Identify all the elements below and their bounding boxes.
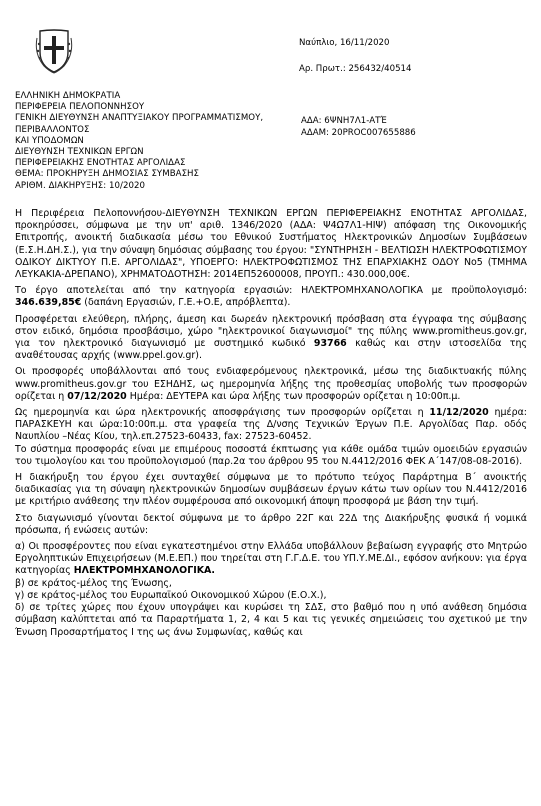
paragraph-submission [15,366,527,403]
header-line: ΓΕΝΙΚΗ ΔΙΕΥΘΥΝΣΗ ΑΝΑΠΤΥΞΙΑΚΟΥ ΠΡΟΓΡΑΜΜΑΤΙΣΜΟΥ, [15,113,264,124]
header-line: ΕΛΛΗΝΙΚΗ ΔΗΜΟΚΡΑΤΙΑ [15,91,121,101]
eligibility-item-b: β) σε κράτος-μέλος της Ένωσης, [15,577,172,589]
text-span: (δαπάνη Εργασιών, Γ.Ε.+Ο.Ε, απρόβλεπτα). [81,297,291,309]
header-line: ΚΑΙ ΥΠΟΔΟΜΩΝ [15,135,84,146]
header-line: ΠΕΡΙΦΕΡΕΙΑ ΠΕΛΟΠΟΝΝΗΣΟΥ [15,102,145,113]
text-span: ημέρα: ΠΑΡΑΣΚΕΥΗ και ώρα:10:00π.μ. στα γραφεία της Δ/νσης Τεχνικών Έργων Π.Ε. Αργολίδας Παρ. οδός Ναυπλίου –Νέας Κίου, τηλ.επ.27523-60433, fax: 27523-60452. [15,407,527,443]
deadline-date: 07/12/2020 [67,390,127,402]
text-span: καθώς και στην ιστοσελίδα της αναθέτουσας αρχής (www.ppel.gov.gr). [15,338,527,362]
text-span: Ημέρα: ΔΕΥΤΕΡΑ και ώρα λήξης των προσφορών ορίζεται η 10:00π.μ. [126,390,461,402]
paragraph-intro: Η Περιφέρεια Πελοποννήσου-ΔΙΕΥΘΥΝΣΗ ΤΕΧΝΙΚΩΝ ΕΡΓΩΝ ΠΕΡΙΦΕΡΕΙΑΚΗΣ ΕΝΟΤΗΤΑΣ ΑΡΓΟΛΙΔΑΣ, προκηρύσσει, σύμφωνα με την υπ' αριθ. 1346/2020 (ΑΔΑ: Ψ4Ω7Λ1-ΗΙΨ) απόφαση της Οικονομικής Επιτροπής, ανοικτή διαδικασία μέσω του Εθνικού Συστήματος Ηλεκτρονικών Δημοσίων Συμβάσεων (Ε.Σ.Η.ΔΗ.Σ.), για την σύναψη δημόσιας σύμβασης του έργου: "ΣΥΝΤΗΡΗΣΗ - ΒΕΛΤΙΩΣΗ ΗΛΕΚΤΡΟΦΩΤΙΣΜΟΥ ΟΔΙΚΟΥ ΔΙΚΤΥΟΥ Π.Ε. ΑΡΓΟΛΙΔΑΣ", ΥΠΟΕΡΓΟ: ΗΛΕΚΤΡΟΦΩΤΙΣΜΟΣ ΤΗΣ ΕΠΑΡΧΙΑΚΗΣ ΟΔΟΥ Νο5 (ΤΜΗΜΑ ΛΕΥΚΑΚΙΑ-ΔΡΕΠΑΝΟ), ΧΡΗΜΑΤΟΔΟΤΗΣΗ: 2014ΕΠ52600008, ΠΡΟΥΠ.: 430.000,00€. [15,208,527,281]
header-line: ΠΕΡΙΒΑΛΛΟΝΤΟΣ [15,124,90,135]
eligibility-item-a [15,541,527,578]
paragraph-template: Η διακήρυξη του έργου έχει συνταχθεί σύμφωνα με το πρότυπο τεύχος Παράρτημα Β΄ ανοικτής διαδικασίας για τη σύναψη ηλεκτρονικών δημοσίων συμβάσεων έργων κάτω των ορίων του Ν.4412/2016 με κριτήριο ανάθεσης την πλέον συμφέρουσα από οικονομική άποψη προσφορά με βάση την τιμή. [15,472,527,508]
ada-code: ΑΔΑ: 6ΨΝΗ7Λ1-ΑΤΈ [301,116,387,126]
adam-code: ΑΔΑΜ: 20PROC007655886 [301,128,416,138]
document-body [15,208,527,639]
text-span: Οι προσφορές υποβάλλονται από τους ενδιαφερόμενους ηλεκτρονικά, μέσω της διαδικτυακής πύλης www.promitheus.gov.gr του ΕΣΗΔΗΣ, ως ημερομηνία λήξης της προθεσμίας υποβολής των προσφορών ορίζεται η [15,366,527,402]
text-span: α) Οι προσφέροντες που είναι εγκατεστημένοι στην Ελλάδα υποβάλλουν βεβαίωση εγγραφής στο Μητρώο Εργοληπτικών Επιχειρήσεων (Μ.Ε.ΕΠ.) που τηρείται στη Γ.Γ.Δ.Ε. του ΥΠ.Υ.ΜΕ.ΔΙ., εφόσον ανήκουν: για έργα κατηγορίας [15,541,527,577]
text-span: Το έργο αποτελείται από την κατηγορία εργασιών: ΗΛΕΚΤΡΟΜΗΧΑΝΟΛΟΓΙΚΑ με προϋπολογισμό: [15,285,527,297]
system-code: 93766 [313,338,347,350]
paragraph-access [15,314,527,363]
protocol-number: Αρ. Πρωτ.: 256432/40514 [299,64,412,74]
paragraph-offer-system: Το σύστημα προσφοράς είναι με επιμέρους ποσοστά έκπτωσης για κάθε ομάδα τιμών ομοειδών εργασιών του τιμολογίου και του προϋπολογισμού (παρ.2α του άρθρου 95 του Ν.4412/2016 ΦΕΚ Α΄147/08-08-2016). [15,443,527,467]
paragraph-opening [15,407,527,444]
declaration-number: ΑΡΙΘΜ. ΔΙΑΚΗΡΥΞΗΣ: 10/2020 [15,180,146,191]
document-date: Ναύπλιο, 16/11/2020 [299,38,390,48]
header-line: ΔΙΕΥΘΥΝΣΗ ΤΕΧΝΙΚΩΝ ΕΡΓΩΝ [15,147,144,158]
paragraph-category [15,285,527,309]
category-name: ΗΛΕΚΤΡΟΜΗΧΑΝΟΛΟΓΙΚΑ. [73,565,215,577]
sender-header [15,91,315,192]
opening-date: 11/12/2020 [429,407,489,419]
budget-amount: 346.639,85€ [15,297,82,309]
eligibility-item-c: γ) σε κράτος-μέλος του Ευρωπαϊκού Οικονομικού Χώρου (Ε.Ο.Χ.), [15,589,327,601]
header-line: ΠΕΡΙΦΕΡΕΙΑΚΗΣ ΕΝΟΤΗΤΑΣ ΑΡΓΟΛΙΔΑΣ [15,158,186,169]
text-span: Προσφέρεται ελεύθερη, πλήρης, άμεση και δωρεάν ηλεκτρονική πρόσβαση στα έγγραφα της σύμβασης στον ειδικό, δημόσια προσβάσιμο, χώρο "ηλεκτρονικοί διαγωνισμοί" της πύλης www.promitheus.gov.gr, για τον ηλεκτρονικό διαγωνισμό με συστημικό κωδικό [15,313,527,350]
text-span: Ως ημερομηνία και ώρα ηλεκτρονικής αποσφράγισης των προσφορών ορίζεται η [15,407,430,419]
greek-emblem-icon [34,28,74,74]
subject-line: ΘΕΜΑ: ΠΡΟΚΗΡΥΞΗ ΔΗΜΟΣΙΑΣ ΣΥΜΒΑΣΗΣ [15,169,200,180]
paragraph-eligibility: Στο διαγωνισμό γίνονται δεκτοί σύμφωνα με το άρθρο 22Γ και 22Δ της Διακήρυξης φυσικά ή νομικά πρόσωπα, ή ενώσεις αυτών: [15,512,527,536]
eligibility-item-d: δ) σε τρίτες χώρες που έχουν υπογράψει και κυρώσει τη ΣΔΣ, στο βαθμό που η υπό ανάθεση δημόσια σύμβαση καλύπτεται από τα Παραρτήματα 1, 2, 4 και 5 και τις γενικές σημειώσεις του σχετικού με την Ένωση Προσαρτήματος Ι της ως άνω Συμφωνίας, καθώς και [15,602,527,638]
